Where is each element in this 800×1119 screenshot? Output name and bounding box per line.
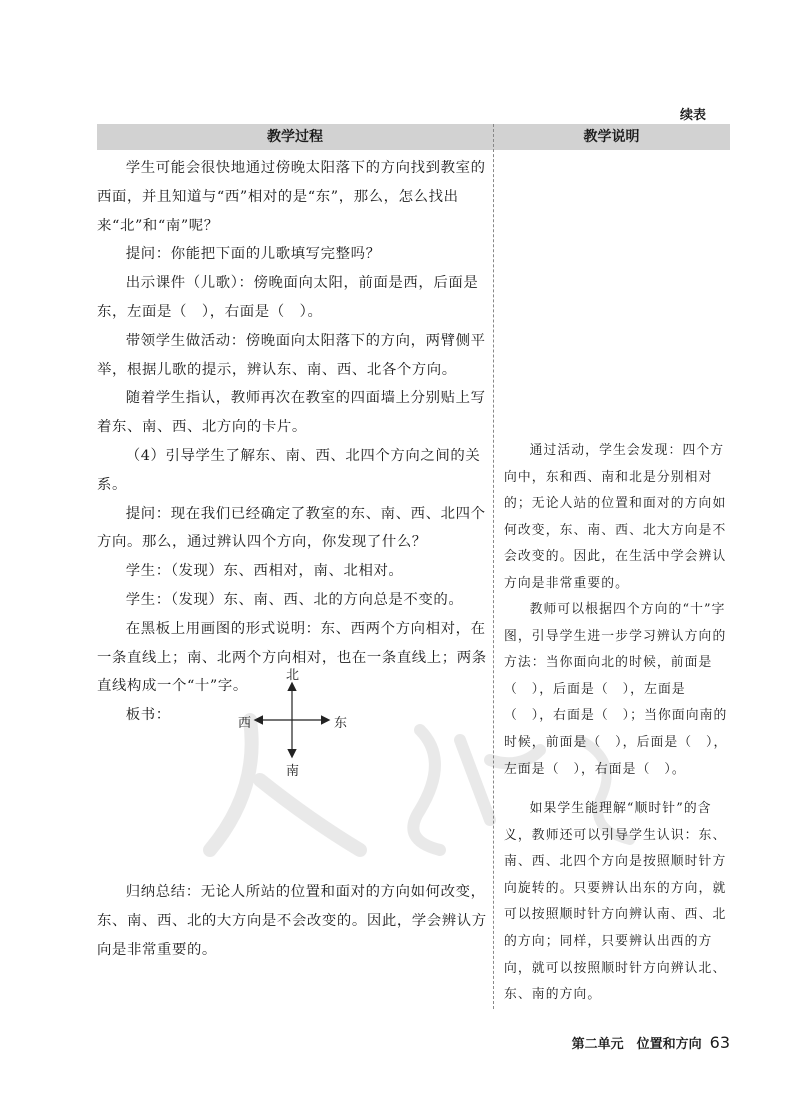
process-paragraph: （4）引导学生了解东、南、西、北四个方向之间的关系。 [97, 447, 481, 493]
page-number: 63 [709, 1033, 730, 1052]
north-label: 北 [286, 668, 300, 683]
note-paragraph: 如果学生能理解“顺时针”的含义，教师还可以引导学生认识：东、南、西、北四个方向是按照顺时针方向旋转的。只要辨认出东的方向，就可以按照顺时针方向辨认南、西、北的方向；同样，只要辨认出西的方向，就可以按照顺时针方向辨认北、东、南的方向。 [504, 801, 727, 1003]
unit-title: 第二单元 位置和方向 [571, 1037, 702, 1052]
process-paragraph: 提问：你能把下面的儿歌填写完整吗？ [125, 246, 381, 263]
note-paragraph: 通过活动，学生会发现：四个方向中，东和西、南和北是分别相对的；无论人站的位置和面对的方向如何改变，东、南、西、北大方向是不会改变的。因此，在生活中学会辨认方向是非常重要的。 [504, 443, 727, 591]
note-paragraph: 教师可以根据四个方向的“十”字图，引导学生进一步学习辨认方向的方法：当你面向北的时候，前面是（ ），后面是（ ），左面是（ ），右面是（ ）；当你面向南的时候，前面是（ ），后面是（ ），左面是（ ），右面是（ ）。 [504, 602, 728, 777]
process-paragraph: 学生：（发现）东、西相对，南、北相对。 [125, 563, 404, 580]
teaching-note-1 [504, 438, 729, 598]
summary-paragraph: 归纳总结：无论人所站的位置和面对的方向如何改变，东、南、西、北的大方向是不会改变的。因此，学会辨认方向是非常重要的。 [97, 883, 487, 958]
process-paragraph: 随着学生指认，教师再次在教室的四面墙上分别贴上写着东、南、西、北方向的卡片。 [97, 390, 486, 436]
page-footer [528, 1033, 730, 1055]
teaching-note-2 [504, 597, 729, 783]
teaching-process-column [97, 154, 487, 964]
east-label: 东 [334, 716, 348, 731]
continued-label: 续表 [680, 108, 707, 123]
blackboard-label: 板书： [125, 707, 171, 724]
header-teaching-notes: 教学说明 [583, 129, 640, 145]
table-header [97, 124, 730, 150]
process-paragraph: 出示课件（儿歌）：傍晚面向太阳，前面是西，后面是东，左面是（ ），右面是（ ）。 [97, 275, 479, 320]
process-paragraph: 学生可能会很快地通过傍晚太阳落下的方向找到教室的西面，并且知道与“西”相对的是“东”，那么，怎么找出来“北”和“南”呢？ [97, 160, 486, 234]
west-label: 西 [238, 716, 252, 731]
compass-diagram [230, 662, 360, 782]
process-paragraph: 学生：（发现）东、南、西、北的方向总是不变的。 [125, 591, 464, 608]
process-paragraph: 提问：现在我们已经确定了教室的东、南、西、北四个方向。那么，通过辨认四个方向，你发现了什么？ [97, 505, 486, 551]
process-paragraph: 在黑板上用画图的形式说明：东、西两个方向相对，在一条直线上；南、北两个方向相对，也在一条直线上；两条直线构成一个“十”字。 [97, 620, 487, 695]
teaching-note-3 [504, 796, 729, 1009]
south-label: 南 [286, 764, 300, 779]
process-paragraph: 带领学生做活动：傍晚面向太阳落下的方向，两臂侧平举，根据儿歌的提示，辨认东、南、西、北各个方向。 [97, 332, 486, 378]
column-divider [493, 124, 494, 1009]
header-teaching-process: 教学过程 [267, 129, 323, 145]
